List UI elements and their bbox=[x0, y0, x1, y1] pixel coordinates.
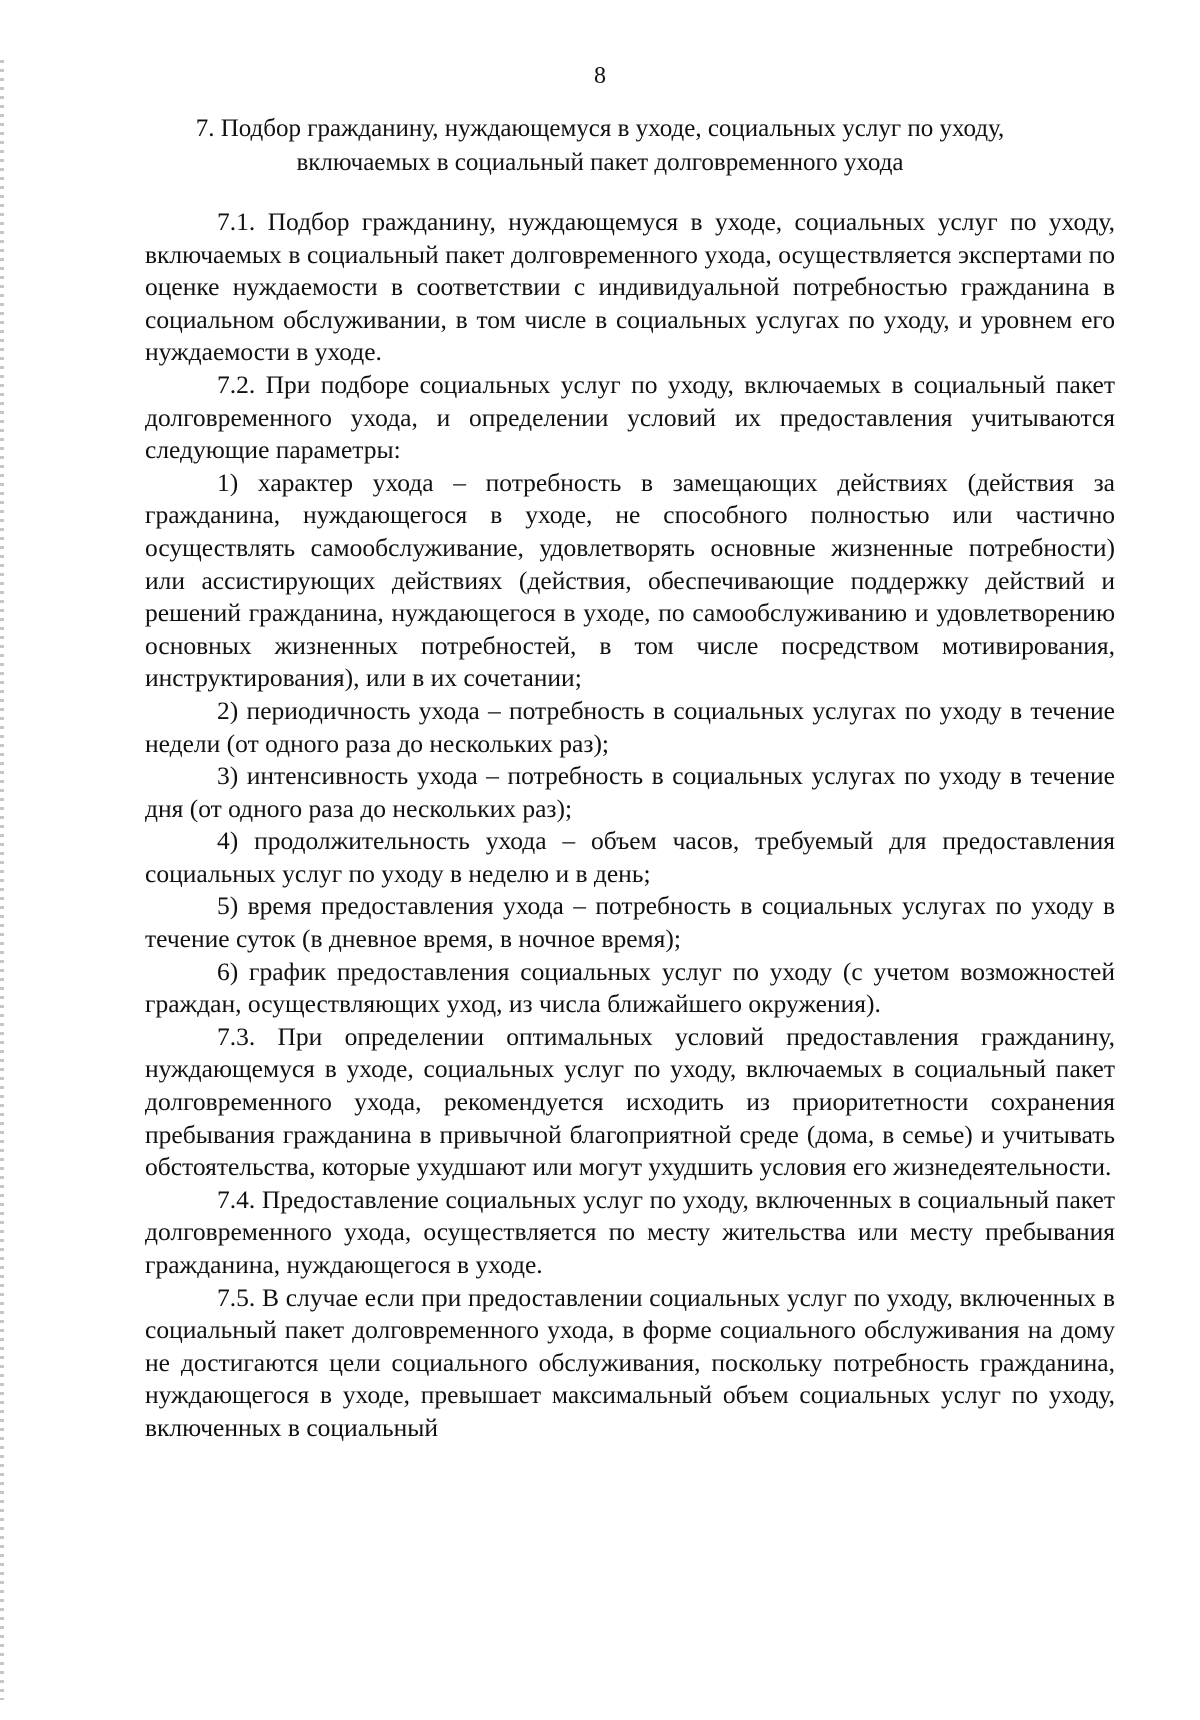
list-item-4: 4) продолжительность ухода – объем часов, требуемый для предоставления социальных услуг по уходу в неделю и в день; bbox=[145, 826, 1115, 888]
list-item-1: 1) характер ухода – потребность в замещающих действиях (действия за гражданина, нуждающегося в уходе, не способного полностью или частично осуществлять самообслуживание, удовлетворять основные жизненные потребности) или ассистирующих действиях (действия, обеспечивающие поддержку действий и решений гражданина, нуждающегося в уходе, по самообслуживанию и удовлетворению основных жизненных потребностей, в том числе посредством мотивирования, инструктирования), или в их сочетании; bbox=[145, 467, 1115, 693]
list-item-5: 5) время предоставления ухода – потребность в социальных услугах по уходу в течение суток (в дневное время, в ночное время); bbox=[145, 891, 1115, 954]
paragraph-7-4: 7.4. Предоставление социальных услуг по уходу, включенных в социальный пакет долговременного ухода, осуществляется по месту жительства или месту пребывания гражданина, нуждающегося в уходе. bbox=[145, 1184, 1115, 1279]
page-number: 8 bbox=[594, 63, 606, 89]
section-heading: 7. Подбор гражданину, нуждающемуся в уходе, социальных услуг по уходу, включаемых в социальный пакет долговременного ухода bbox=[195, 115, 1005, 176]
list-item-6: 6) график предоставления социальных услуг по уходу (с учетом возможностей граждан, осуществляющих уход, из числа ближайшего окружения). bbox=[145, 956, 1115, 1019]
document-body bbox=[145, 206, 1115, 1445]
list-item-3: 3) интенсивность ухода – потребность в социальных услугах по уходу в течение дня (от одного раза до нескольких раз); bbox=[145, 761, 1115, 823]
paragraph-7-2: 7.2. При подборе социальных услуг по уходу, включаемых в социальный пакет долговременного ухода, и определении условий их предоставления учитываются следующие параметры: bbox=[145, 369, 1115, 465]
paragraph-7-1: 7.1. Подбор гражданину, нуждающемуся в уходе, социальных услуг по уходу, включаемых в социальный пакет долговременного ухода, осуществляется экспертами по оценке нуждаемости в соответствии с индивидуальной потребностью гражданина в социальном обслуживании, в том числе в социальных услугах по уходу, и уровнем его нуждаемости в уходе. bbox=[145, 207, 1115, 367]
paragraph-7-5: 7.5. В случае если при предоставлении социальных услуг по уходу, включенных в социальный пакет долговременного ухода, в форме социального обслуживания на дому не достигаются цели социального обслуживания, поскольку потребность гражданина, нуждающегося в уходе, превышает максимальный объем социальных услуг по уходу, включенных в социальный bbox=[145, 1282, 1115, 1442]
paragraph-7-3: 7.3. При определении оптимальных условий предоставления гражданину, нуждающемуся в уходе, социальных услуг по уходу, включаемых в социальный пакет долговременного ухода, рекомендуется исходить из приоритетности сохранения пребывания гражданина в привычной благоприятной среде (дома, в семье) и учитывать обстоятельства, которые ухудшают или могут ухудшить условия его жизнедеятельности. bbox=[145, 1021, 1115, 1182]
list-item-2: 2) периодичность ухода – потребность в социальных услугах по уходу в течение недели (от одного раза до нескольких раз); bbox=[145, 695, 1115, 758]
scan-edge-mark bbox=[0, 60, 4, 1700]
